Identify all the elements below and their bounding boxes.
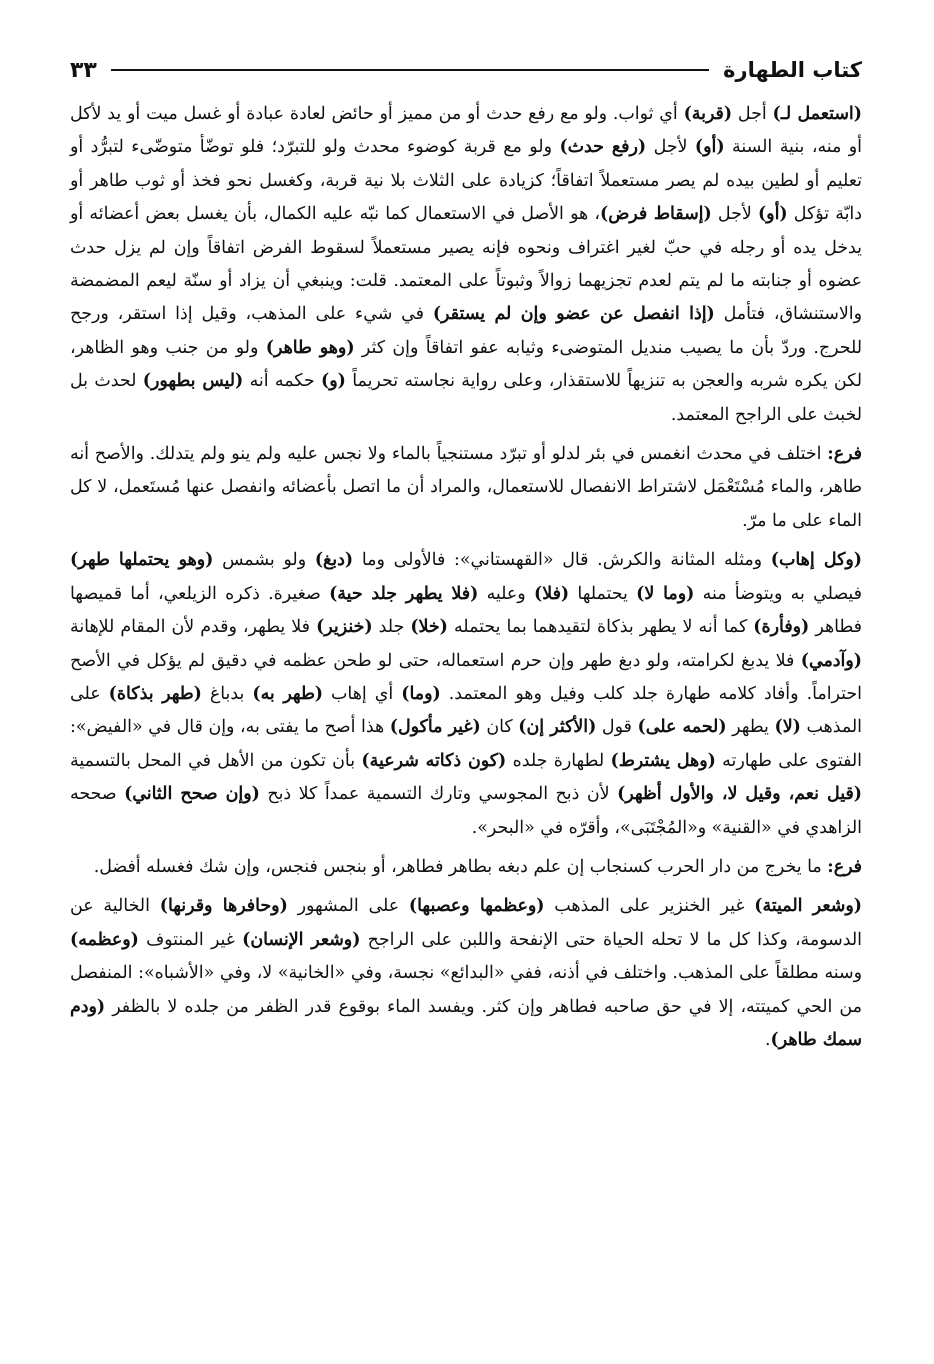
text-run: فلا يدبغ لكرامته، ولو دبغ طهر وإن حرم استعماله، حتى لو طحن عظمه في دقيق لم يؤكل في الأصح احتراماً. وأفاد كلامه طهارة جلد كلب وفيل وهو المعتمد.	[70, 650, 862, 704]
text-run: وسنه مطلقاً على المذهب. واختلف في أذنه، ففي «البدائع» نجسة، وفي «الخانية» لا، وفي «الأشباه»: المنفصل من الحي كميتته، إلا في حق صاحبه فطاهر وإن كثر. ويفسد الماء بوقوع قدر الظفر من جلده لا بالظفر	[70, 963, 862, 1017]
text-run: قول	[596, 717, 638, 738]
header-rule	[111, 69, 709, 71]
text-run: صغيرة. ذكره الزيلعي، أما قميصها فطاهر	[70, 583, 862, 638]
bold-term: (وهل يشترط)	[610, 750, 716, 771]
text-run: ، هو الأصل في الاستعمال كما نبّه عليه الكمال، بأن يغسل بعض أعضائه أو يدخل يده أو رجله في حبّ لغير اغتراف ونحوه فإنه يصير مستعملاً لسقوط الفرض اتفاقاً وإن لم يزل حدث عضوه أو جنابته ما لم يتم لعدم تجزيهما زوالاً وثبوتاً على المعتمد. قلت: وينبغي أن يزاد أو سنّة ليعم المضمضة والاستنشاق، فتأمل	[70, 204, 862, 325]
bold-term: (ودم سمك طاهر)	[70, 996, 862, 1050]
bold-term: (خلا)	[410, 617, 448, 638]
bold-term: (طهر به)	[252, 683, 324, 704]
text-run: وعليه	[478, 583, 534, 604]
bold-term: (غير مأكول)	[389, 717, 481, 738]
text-run: حكمه أنه	[243, 371, 322, 392]
bold-term: (وإن صحح الثاني)	[124, 784, 260, 805]
bold-term: (وهو طاهر)	[265, 337, 355, 358]
paragraph-far-2	[70, 851, 862, 884]
bold-term: (استعمل لـ)	[772, 104, 862, 124]
bold-term: فرع:	[827, 856, 862, 877]
bold-term: فرع:	[827, 444, 862, 465]
bold-term: (لحمه على)	[637, 717, 727, 738]
text-run: الخالية عن الدسومة، وكذا كل ما لا تحله الحياة حتى الإنفحة واللبن على الراجح	[70, 896, 863, 950]
text-run: جلد	[372, 617, 411, 638]
bold-term: (وعظمها وعصبها)	[408, 896, 545, 917]
bold-term: (فلا يطهر جلد حية)	[329, 583, 479, 604]
text-run: يحتملها	[569, 583, 637, 604]
bold-term: (وهو يحتملها طهر)	[70, 550, 214, 571]
book-page	[70, 50, 862, 1057]
bold-term: (الأكثر إن)	[518, 717, 597, 738]
text-run: غير الخنزير على المذهب	[544, 896, 755, 917]
text-run: ولو بشمس	[213, 550, 315, 571]
text-run: لأجل	[711, 204, 758, 225]
bold-term: (وعظمه)	[70, 929, 139, 950]
paragraph-sha-r-al-mayta	[70, 890, 862, 1057]
bold-term: (إذا انفصل عن عضو وإن لم يستقر)	[432, 304, 715, 325]
text-run: صححه الزاهدي في «القنية» و«المُجْتَبَى»، وأقرّه في «البحر».	[70, 784, 862, 838]
paragraph-ihab	[70, 544, 862, 845]
paragraph-isti-mal	[70, 98, 862, 432]
text-run: فيصلي به ويتوضأ منه	[694, 583, 862, 604]
bold-term: (وما)	[401, 683, 441, 704]
bold-term: (خنزير)	[316, 617, 373, 638]
text-run: ومثله المثانة والكرش. قال «القهستاني»: فالأولى وما	[353, 550, 771, 571]
text-run: فلا يطهر، وقدم لأن المقام للإهانة	[70, 617, 317, 638]
bold-term: (وفأرة)	[753, 617, 810, 638]
text-run: يطهر	[726, 717, 775, 738]
text-run: ما يخرج من دار الحرب كسنجاب إن علم دبغه بطاهر فطاهر، أو بنجس فنجس، وإن شك فغسله أفضل.	[93, 856, 828, 877]
text-run: كان	[480, 717, 519, 738]
text-run: كما أنه لا يطهر بذكاة لتقيدهما بما يحتمله	[447, 617, 754, 638]
bold-term: (طهر بذكاة)	[108, 683, 202, 704]
text-run: أي إهاب	[323, 683, 402, 704]
text-run: على المذهب	[70, 683, 863, 738]
text-run: بدباغ	[201, 683, 253, 704]
bold-term: (إسقاط فرض)	[600, 204, 712, 225]
text-run: لحدث بل لخبث على الراجح المعتمد.	[70, 371, 862, 425]
bold-term: (قربة)	[683, 104, 733, 124]
text-run: أجل	[732, 104, 773, 124]
page-number: ٣٣	[70, 57, 97, 83]
text-run: في شيء على المذهب، وقيل إذا استقر، ورجح للحرج. وردّ بأن ما يصيب منديل المتوضىء وثيابه عفو اتفاقاً وإن كثر	[70, 304, 862, 358]
text-run: ولو مع قربة كوضوء محدث ولو للتبرّد؛ فلو توضّأ متوضّىء لتبرُّد أو تعليم أو لطين بيده لم يصر مستعملاً اتفاقاً؛ كزيادة على الثلاث بلا نية قربة، وكغسل نحو فخذ أو ثوب طاهر أو دابّة تؤكل	[70, 137, 863, 225]
text-run: هذا أصح ما يفتى به، وإن قال في «الفيض»: الفتوى على طهارته	[70, 717, 862, 771]
bold-term: (وما لا)	[636, 583, 695, 604]
bold-term: (وشعر الميتة)	[754, 896, 862, 917]
paragraph-far-1	[70, 438, 862, 538]
bold-term: (كون ذكاته شرعية)	[361, 750, 507, 771]
text-run: على المشهور	[287, 896, 409, 917]
bold-term: (و)	[321, 371, 346, 392]
text-run: لأن ذبح المجوسي وتارك التسمية عمداً كلا ذبح	[259, 784, 618, 805]
bold-term: (قيل نعم، وقيل لا، والأول أظهر)	[617, 784, 862, 805]
bold-term: (وآدمي)	[800, 650, 862, 671]
bold-term: (دبغ)	[314, 550, 354, 571]
page-body	[70, 98, 862, 1057]
bold-term: (أو)	[757, 204, 788, 225]
bold-term: (وكل إهاب)	[770, 550, 862, 571]
page-header	[70, 50, 862, 90]
bold-term: (وحافرها وقرنها)	[159, 896, 288, 917]
bold-term: (وشعر الإنسان)	[242, 929, 361, 950]
bold-term: (ليس بطهور)	[142, 371, 244, 392]
bold-term: (فلا)	[533, 583, 570, 604]
text-run: غير المنتوف	[138, 929, 243, 950]
chapter-title: كتاب الطهارة	[723, 58, 862, 82]
text-run: لطهارة جلده	[506, 750, 611, 771]
bold-term: (لا)	[774, 717, 801, 738]
bold-term: (رفع حدث)	[559, 137, 647, 158]
text-run: بأن تكون من الأهل في المحل بالتسمية	[70, 750, 362, 771]
text-run: لأجل	[646, 137, 695, 158]
text-run: أي ثواب. ولو مع رفع حدث أو من مميز أو حائض لعادة عبادة أو غسل ميت أو يد لأكل أو منه، بنية السنة	[70, 104, 863, 158]
text-run: ولو من جنب وهو الظاهر، لكن يكره شربه والعجن به تنزيهاً للاستقذار، وعلى رواية نجاسته تحريماً	[70, 337, 863, 392]
text-run: اختلف في محدث انغمس في بئر لدلو أو تبرّد مستنجياً بالماء ولا نجس عليه ولم ينو ولم يتدلك. والأصح أنه طاهر، والماء مُسْتَعْمَل لاشتراط الانفصال للاستعمال، والمراد أن ما اتصل بأعضائه وانفصل عنها مُستَعمل، لا كل الماء على ما مرّ.	[70, 444, 862, 531]
text-run: .	[764, 1029, 771, 1050]
bold-term: (أو)	[694, 137, 725, 158]
